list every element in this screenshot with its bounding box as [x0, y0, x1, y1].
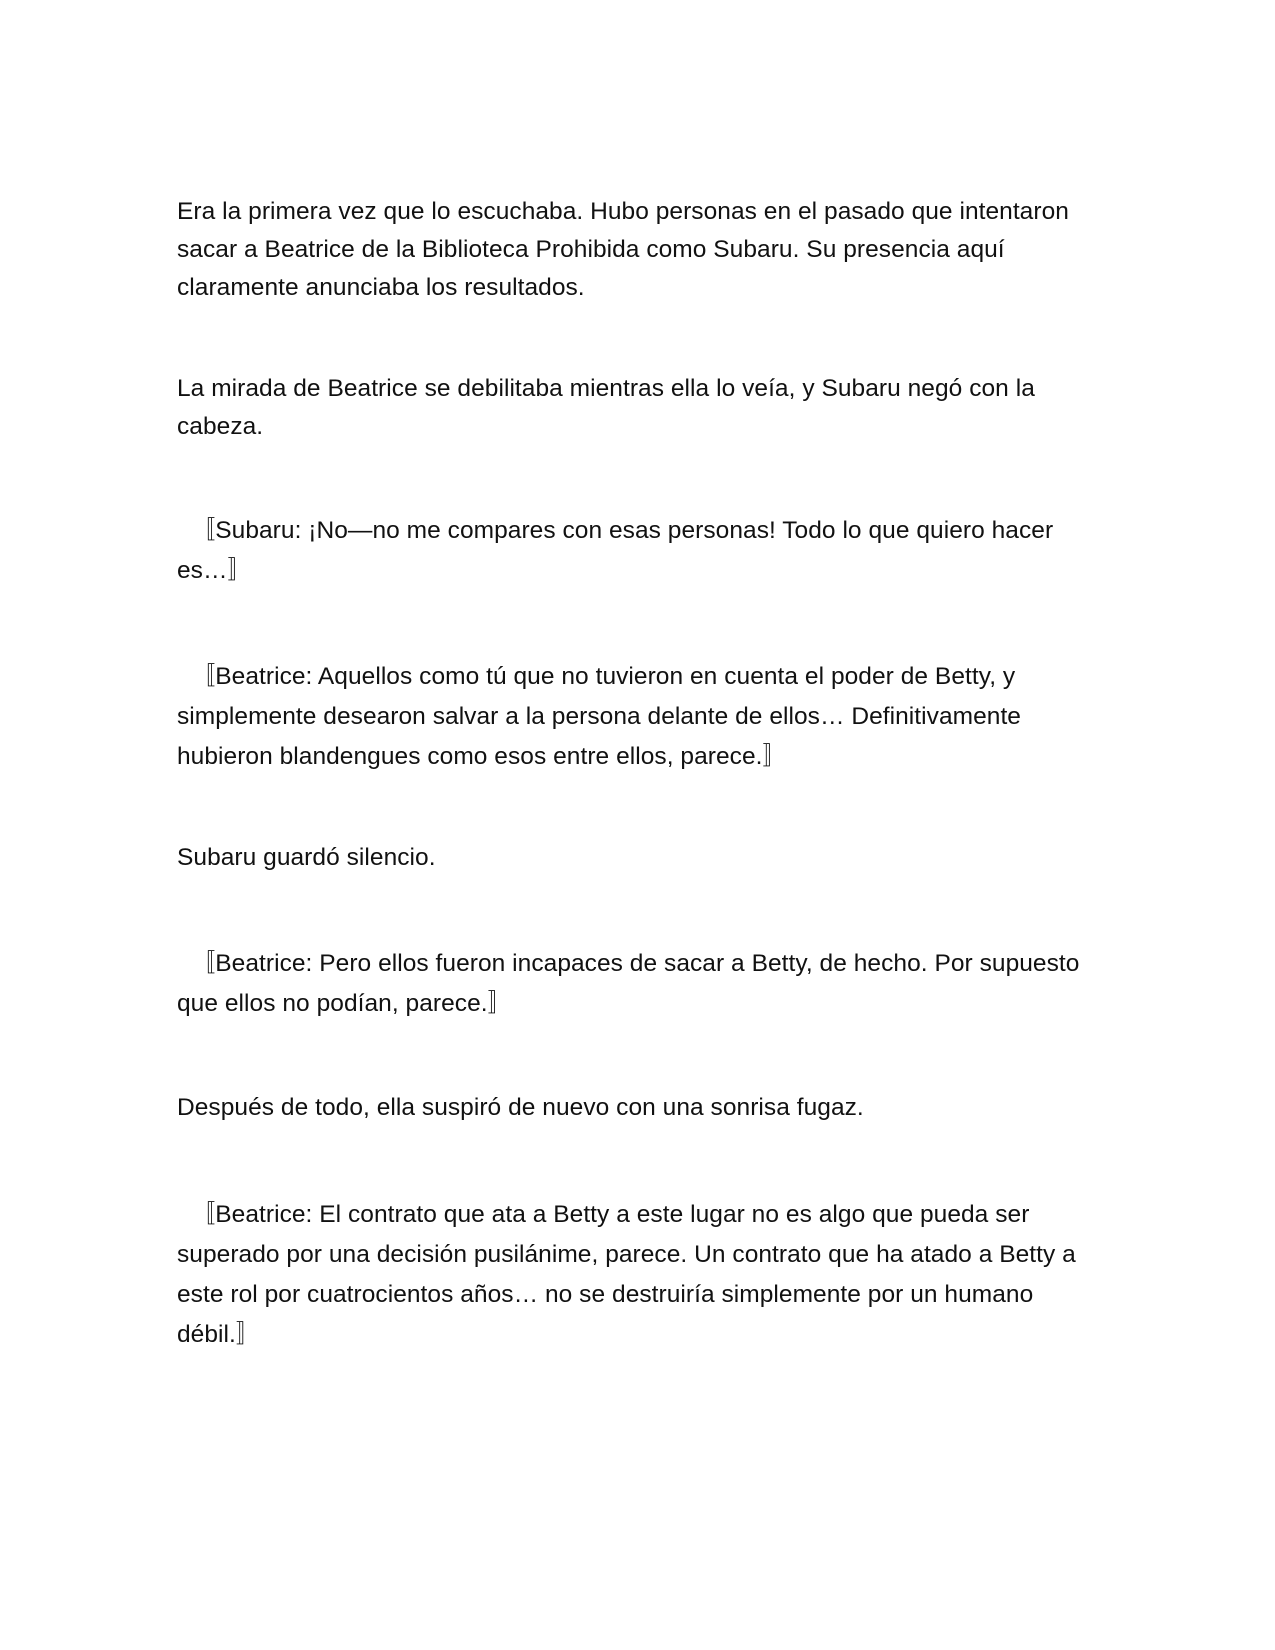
paragraph-dialogue-beatrice-1: 〚Beatrice: Aquellos como tú que no tuvieron en cuenta el poder de Betty, y simplemente desearon salvar a la persona delante de ellos… Definitivamente hubieron blandengues como esos entre ellos, parece.〛	[177, 663, 1021, 770]
paragraph-dialogue-beatrice-3: 〚Beatrice: El contrato que ata a Betty a este lugar no es algo que pueda ser superado por una decisión pusilánime, parece. Un contrato que ha atado a Betty a este rol por cuatrocientos años… no se destruiría simplemente por un humano débil.〛	[177, 1201, 1076, 1348]
paragraph-narration-3: Subaru guardó silencio.	[177, 844, 436, 871]
paragraph-narration-1: Era la primera vez que lo escuchaba. Hubo personas en el pasado que intentaron sacar a Beatrice de la Biblioteca Prohibida como Subaru. Su presencia aquí claramente anunciaba los resultados.	[177, 198, 1069, 301]
paragraph-dialogue-subaru: 〚Subaru: ¡No—no me compares con esas personas! Todo lo que quiero hacer es…〛	[177, 517, 1054, 584]
paragraph-dialogue-beatrice-2: 〚Beatrice: Pero ellos fueron incapaces de sacar a Betty, de hecho. Por supuesto que ellos no podían, parece.〛	[177, 950, 1080, 1017]
paragraph-narration-4: Después de todo, ella suspiró de nuevo con una sonrisa fugaz.	[177, 1094, 864, 1121]
paragraph-narration-2: La mirada de Beatrice se debilitaba mientras ella lo veía, y Subaru negó con la cabeza.	[177, 375, 1035, 440]
